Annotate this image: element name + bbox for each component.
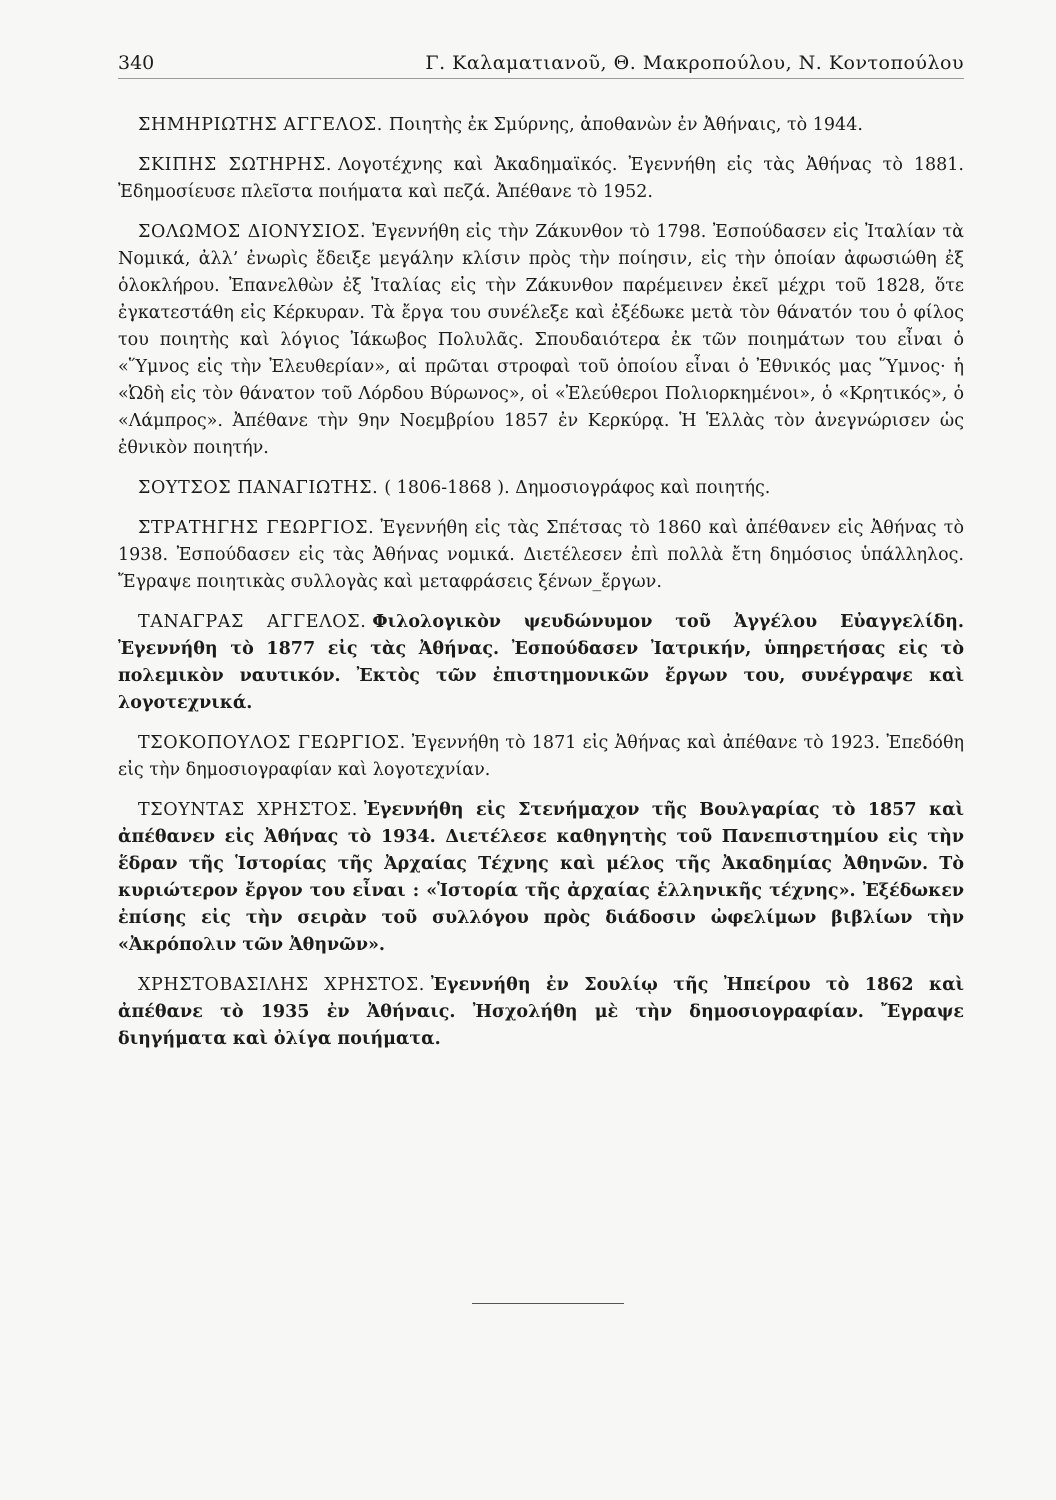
entry-name: ΤΑΝΑΓΡΑΣ ΑΓΓΕΛΟΣ. — [138, 612, 367, 632]
biography-entries — [118, 112, 964, 1066]
entry-name: ΣΟΛΩΜΟΣ ΔΙΟΝΥΣΙΟΣ. — [138, 222, 367, 242]
entry-text: Ἐγεννήθη τὸ 1871 εἰς Ἀθήνας καὶ ἀπέθανε τὸ 1923. Ἐπεδόθη εἰς τὴν δημοσιογραφίαν καὶ λογοτεχνίαν. — [118, 733, 964, 780]
running-head-authors: Γ. Καλαματιανοῦ, Θ. Μακροπούλου, Ν. Κοντοπούλου — [425, 52, 964, 74]
entry-tsokopoulos — [118, 730, 964, 784]
entry-name: ΣΤΡΑΤΗΓΗΣ ΓΕΩΡΓΙΟΣ. — [138, 518, 375, 538]
entry-tanagras — [118, 609, 964, 717]
entry-name: ΣΚΙΠΗΣ ΣΩΤΗΡΗΣ. — [138, 155, 333, 175]
entry-text: Λογοτέχνης καὶ Ἀκαδημαϊκός. Ἐγεννήθη εἰς τὰς Ἀθήνας τὸ 1881. Ἐδημοσίευσε πλεῖστα ποιήματα καὶ πεζά. Ἀπέθανε τὸ 1952. — [118, 155, 964, 202]
entry-text: ( 1806-1868 ). Δημοσιογράφος καὶ ποιητής. — [384, 478, 771, 498]
entry-skipis — [118, 152, 964, 206]
page-number: 340 — [118, 52, 155, 74]
entry-tsountas — [118, 797, 964, 959]
entry-text: Ἐγεννήθη ἐν Σουλίῳ τῆς Ἠπείρου τὸ 1862 καὶ ἀπέθανε τὸ 1935 ἐν Ἀθήναις. Ἠσχολήθη μὲ τὴν δημοσιογραφίαν. Ἔγραψε διηγήματα καὶ ὀλίγα ποιήματα. — [118, 975, 964, 1049]
entry-text: Ἐγεννήθη εἰς τὴν Ζάκυνθον τὸ 1798. Ἐσπούδασεν εἰς Ἰταλίαν τὰ Νομικά, ἀλλ’ ἐνωρὶς ἔδειξε μεγάλην κλίσιν πρὸς τὴν ποίησιν, εἰς τὴν ὁποίαν ἀφωσιώθη ἐξ ὁλοκλήρου. Ἐπανελθὼν ἐξ Ἰταλίας εἰς τὴν Ζάκυνθον παρέμεινεν ἐκεῖ μέχρι τοῦ 1828, ὅτε ἐγκατεστάθη εἰς Κέρκυραν. Τὰ ἔργα του συνέλεξε καὶ ἐξέδωκε μετὰ τὸν θάνατόν του ὁ φίλος του ποιητὴς καὶ λόγιος Ἰάκωβος Πολυλᾶς. Σπουδαιότερα ἐκ τῶν ποιημάτων του εἶναι ὁ «Ὕμνος εἰς τὴν Ἐλευθερίαν», αἱ πρῶται στροφαὶ τοῦ ὁποίου εἶναι ὁ Ἐθνικός μας Ὕμνος· ἡ «Ὠδὴ εἰς τὸν θάνατον τοῦ Λόρδου Βύρωνος», οἱ «Ἐλεύθεροι Πολιορκημένοι», ὁ «Κρητικός», ὁ «Λάμπρος». Ἀπέθανε τὴν 9ην Νοεμβρίου 1857 ἐν Κερκύρᾳ. Ἡ Ἑλλὰς τὸν ἀνεγνώρισεν ὡς ἐθνικὸν ποιητήν. — [118, 222, 964, 458]
entry-text: Φιλολογικὸν ψευδώνυμον τοῦ Ἀγγέλου Εὐαγγελίδη. Ἐγεννήθη τὸ 1877 εἰς τὰς Ἀθήνας. Ἐσπούδασεν Ἰατρικήν, ὑπηρετήσας εἰς τὸ πολεμικὸν ναυτικόν. Ἐκτὸς τῶν ἐπιστημονικῶν ἔργων του, συνέγραψε καὶ λογοτεχνικά. — [118, 612, 964, 713]
entry-name: ΣΟΥΤΣΟΣ ΠΑΝΑΓΙΩΤΗΣ. — [138, 478, 379, 498]
entry-text: Ἐγεννήθη εἰς Στενήμαχον τῆς Βουλγαρίας τὸ 1857 καὶ ἀπέθανεν εἰς Ἀθήνας τὸ 1934. Διετέλεσε καθηγητὴς τοῦ Πανεπιστημίου εἰς τὴν ἕδραν τῆς Ἱστορίας τῆς Ἀρχαίας Τέχνης καὶ μέλος τῆς Ἀκαδημίας Ἀθηνῶν. Τὸ κυριώτερον ἔργον του εἶναι : «Ἱστορία τῆς ἀρχαίας ἑλληνικῆς τέχνης». Ἐξέδωκεν ἐπίσης εἰς τὴν σειρὰν τοῦ συλλόγου πρὸς διάδοσιν ὠφελίμων βιβλίων τὴν «Ἀκρόπολιν τῶν Ἀθηνῶν». — [118, 800, 965, 955]
entry-simiriotis — [118, 112, 964, 139]
entry-name: ΣΗΜΗΡΙΩΤΗΣ ΑΓΓΕΛΟΣ. — [138, 115, 383, 135]
running-head — [118, 40, 964, 79]
entry-text: Ἐγεννήθη εἰς τὰς Σπέτσας τὸ 1860 καὶ ἀπέθανεν εἰς Ἀθήνας τὸ 1938. Ἐσπούδασεν εἰς τὰς Ἀθήνας νομικά. Διετέλεσεν ἐπὶ πολλὰ ἔτη δημόσιος ὑπάλληλος. Ἔγραψε ποιητικὰς συλλογὰς καὶ μεταφράσεις ξένων_ἔργων. — [118, 518, 964, 592]
entry-christovasilis — [118, 972, 964, 1053]
entry-solomos — [118, 219, 964, 462]
closing-rule — [472, 1303, 624, 1304]
entry-stratigis — [118, 515, 964, 596]
entry-name: ΤΣΟΥΝΤΑΣ ΧΡΗΣΤΟΣ. — [138, 800, 358, 820]
entry-soutsos — [118, 475, 964, 502]
entry-name: ΤΣΟΚΟΠΟΥΛΟΣ ΓΕΩΡΓΙΟΣ. — [138, 733, 406, 753]
entry-name: ΧΡΗΣΤΟΒΑΣΙΛΗΣ ΧΡΗΣΤΟΣ. — [138, 975, 425, 995]
entry-text: Ποιητὴς ἐκ Σμύρνης, ἀποθανὼν ἐν Ἀθήναις, τὸ 1944. — [388, 115, 863, 135]
